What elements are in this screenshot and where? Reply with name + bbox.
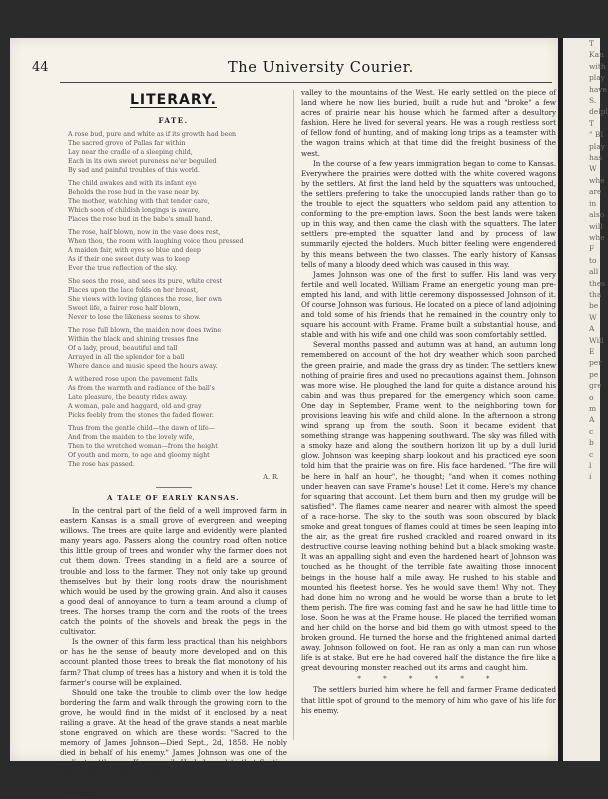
adjacent-page-fragment: has <box>589 153 603 163</box>
poem-title: FATE. <box>158 116 189 125</box>
article-left-body <box>60 506 287 799</box>
adjacent-page-fragment: o <box>589 392 594 402</box>
article-paragraph: Several months passed and autumn was at hand, an autumn long remembered on account of the hot dry weather which soon parched the green prairie, and made the grass dry as tinder. The settlers knew nothing of prairie fires and used no precautions against them. Johnson was more wise. He ploughed the land for quite a distance around his cabin and was thus prepared for the emergency which soon came. One day in September, Frame went to the neighboring town for provisions leaving his wife and child alone. In the afternoon a strong wind sprang up from the south. Soon it became evident that something strange was happening southward. The sky was filled with a smoky haze and along the southern horizon lit up by a dull lurid glow. Johnson was keeping sharp lookout and his practiced eye soon told him that the prairie was on fire. His face hardened. "The fire will be here in half an hour", he thought; "and when it comes nothing under heaven can save Frame's house! Let it come. Here's my chance for squaring that account. Let them burn and then my grudge will be satisfied". The flames came nearer and nearer with almost the speed of a race-horse. The sky to the south was soon obscured by black smoke and great tongues of flames could at times be seen leaping into the air, as the great fire rushed crackled and roared onward in its destructive course leaving nothing behind but a black smoking waste. It was an appalling sight and even the hardened heart of Johnson was touched as he thought of the terrible fate awaiting those innocent beings in the house half a mile away. He rushed to his stable and mounted his fleetest horse. Yes he would save them! Why not. They had done him no wrong and he would be worse than a brute to let them perish. The fire was coming fast and he saw he had little time to lose. Soon he was at the Frame house. He placed the terrified woman and her child on the horse and bid them go with utmost speed to the broken ground. He turned the horse and the frightened animal darted away. Johnson followed on foot. He ran as only a man can run whose life is at stake. But ere he had covered half the distance the fire like a great devouring monster reached out its arms and caught him. <box>301 340 556 673</box>
adjacent-page-fragment: with <box>589 61 606 71</box>
poem-line: Picks feebly from the stones the faded flower. <box>68 412 214 419</box>
adjacent-page-fragment: l <box>589 461 592 471</box>
adjacent-page-fragment: are <box>589 187 602 197</box>
adjacent-page-fragment: will <box>589 221 603 231</box>
adjacent-page-fragment: F <box>589 244 595 254</box>
poem-line: And from the maiden to the lovely wife, <box>68 434 195 441</box>
adjacent-page-fragment: T <box>589 39 595 48</box>
closing-paragraph: The settlers buried him where he fell and farmer Frame dedicated that little spot of ground to the memory of him who gave of his life for his enemy. <box>301 685 556 715</box>
poem-line: As if their one sweet duty was to keep <box>68 256 190 263</box>
poem-line: Where dance and music speed the hours away. <box>68 363 218 370</box>
poem-line: Of a lady, proud, beautiful and tall <box>68 345 178 352</box>
poem-line: As from the warmth and radiance of the ball's <box>68 385 215 392</box>
page-header <box>32 58 552 80</box>
poem-line: The rose, half blown, now in the vase does rest, <box>68 229 221 236</box>
adjacent-page-fragment: E <box>589 346 595 356</box>
poem-line: Beholds the rose bud in the vase near by. <box>68 189 200 196</box>
adjacent-page-fragment: i <box>589 472 592 482</box>
adjacent-page-fragment: delpl <box>589 107 608 117</box>
poem-line: Places the rose bud in the babe's small hand. <box>68 216 213 223</box>
poem-line: When thou, the room with laughing voice thou pressed <box>68 238 244 245</box>
section-heading: LITERARY. <box>129 92 217 108</box>
poem-body <box>60 130 287 469</box>
article-paragraph: In the central part of the field of a well improved farm in eastern Kansas is a small grove of evergreen and weeping willows. The trees are quite large and evidently were planted many years ago. Passers along the country road often notice this little group of trees and wonder why the farmer does not cut them down. Trees standing in a field are a source of trouble and loss to the farmer. They not only take up ground themselves but by their long roots draw the nourishment which would be used by the growing grain. And also it causes a good deal of annoyance to turn a team around a clump of trees. The horses tramp the corn and the roots of the trees catch the points of the shovels and break the pegs in the cultivator. <box>60 506 287 637</box>
poem-signature: A. R. <box>263 473 279 481</box>
poem-line: Arrayed in all the splendor for a ball <box>68 354 185 361</box>
adjacent-page-fragment: Kan <box>589 50 604 60</box>
poem-stanza <box>60 179 287 224</box>
poem-line: Thus from the gentle child—the dawn of life— <box>68 425 216 432</box>
adjacent-page-fragment: gre <box>589 381 602 391</box>
adjacent-page-edge <box>563 38 608 761</box>
left-column <box>60 90 287 799</box>
page-number: 44 <box>32 60 49 75</box>
article-title: A TALE OF EARLY KANSAS. <box>107 494 240 502</box>
poem-line: The sacred grove of Pallas far within <box>68 140 186 147</box>
adjacent-page-fragment: m <box>589 404 597 413</box>
journal-title: The University Courier. <box>228 60 414 76</box>
adjacent-page-fragment: A <box>589 324 595 334</box>
poem-line: The mother, watching with that tender care, <box>68 198 210 205</box>
poem-line: The rose has passed. <box>68 461 135 468</box>
poem-stanza <box>60 277 287 322</box>
right-column <box>301 88 556 716</box>
poem-stanza <box>60 424 287 469</box>
adjacent-page-fragment: be <box>589 301 599 311</box>
poem-line: Then to the wretched woman—from the height <box>68 443 218 450</box>
adjacent-page-fragment: S. <box>589 96 597 106</box>
poem-line: Ever the true reflection of the sky. <box>68 265 178 272</box>
article-paragraph: Should one take the trouble to climb over the low hedge bordering the farm and walk through the growing corn to the grove, he would find in the midst of it enclosed by a neat railing a grave. At the head of the grave stands a neat marble stone engraved on which are these words: "Sacred to the memory of James Johnson—Died Sept., 2d, 1858. He nobly died in behalf of his enemy." James Johnson was one of the earliest settlers on Kansas soil. He belonged to that floating class the "squatters" who were the advance guard by American civilization in its westward march across the great Mississippi <box>60 687 287 798</box>
adjacent-page-fragment: Will <box>589 335 604 345</box>
header-rule <box>60 82 552 83</box>
poem-line: A maiden fair, with eyes so blue and deep <box>68 247 201 254</box>
adjacent-page-fragment: W <box>589 164 597 174</box>
poem-stanza <box>60 326 287 371</box>
poem-line: By sad and painful troubles of this world. <box>68 167 200 174</box>
article-paragraph: In the course of a few years immigration began to come to Kansas. Everywhere the prairies were dotted with the white covered wagons by the settlers. At first the land held by the squatters was untouched, the settlers prefering to take the unoccupied lands rather than go to the trouble to eject the squatters who seldom paid any attention to conforming to the pre-emption laws. Soon the best lands were taken up in this way, and then came the clash with the squatters. The later settlers pre-empted the squatter land and by process of law summarily ejected the holders. Much bitter feeling were engendered by this means between the two classes. The early history of Kansas tells of many a bloody deed which was caused in this way. <box>301 158 556 269</box>
adjacent-page-fragment: have <box>589 84 607 94</box>
poem-line: Lay near the cradle of a sleeping child, <box>68 149 193 156</box>
poem-line: Sweet life, a fairer rose half blown, <box>68 305 181 312</box>
poem-line: She sees the rose, and sees its pure, white crest <box>68 278 223 285</box>
section-break-stars: * * * * * * <box>357 675 500 684</box>
adjacent-page-fragment: tha <box>589 289 602 299</box>
adjacent-page-fragment: " BI <box>589 130 604 140</box>
poem-stanza <box>60 375 287 420</box>
poem-line: A withered rose upon the pavement falls <box>68 376 198 383</box>
adjacent-page-fragment: thes <box>589 278 606 288</box>
column-divider <box>293 90 294 740</box>
poem-line: A woman, pale and haggard, old and gray <box>68 403 202 410</box>
adjacent-page-fragment: play <box>589 73 605 83</box>
poem-line: Places upon the lace folds on her breast, <box>68 287 199 294</box>
poem-line: The rose full blown, the maiden now does twine <box>68 327 222 334</box>
adjacent-page-fragment: whe <box>589 232 605 242</box>
adjacent-page-fragment: per <box>589 358 602 368</box>
poem-line: Of youth and morn, to age and gloomy night <box>68 452 210 459</box>
article-paragraph: valley to the mountains of the West. He early settled on the piece of land where he now lies buried, built a rude hut and "broke" a few acres of prairie near his house which he farmed after a desultory fashion. Here he lived for several years. He was a rough restless sort of fellow fond of hunting, and of making long trips as a teamster with the wagon trains which at that time did the freight business of the west. <box>301 88 556 158</box>
adjacent-page-fragment: T <box>589 118 595 128</box>
adjacent-page-fragment: pe <box>589 369 599 379</box>
adjacent-page-fragment: whe <box>589 175 605 185</box>
section-divider <box>156 487 192 488</box>
adjacent-page-fragment: all <box>589 267 599 277</box>
adjacent-page-fragment: b <box>589 438 594 448</box>
adjacent-page-fragment: W <box>589 312 597 322</box>
adjacent-page-fragment: c <box>589 426 594 436</box>
poem-line: Within the black and shining tresses fine <box>68 336 199 343</box>
adjacent-page-fragment: also <box>589 210 605 220</box>
poem-stanza <box>60 130 287 175</box>
adjacent-page-fragment: to <box>589 255 597 265</box>
poem-line: Never to lose the likeness seems to show. <box>68 314 201 321</box>
article-right-body <box>301 88 556 673</box>
poem-line: She views with loving glances the rose, her own <box>68 296 222 303</box>
article-paragraph: Is the owner of this farm less practical than his neighbors or has he the sense of beauty more developed and on this account planted those trees to break the flat monotony of his farm? That clump of trees has a history and when it is told the farmer's course will be explained. <box>60 637 287 687</box>
poem-line: Late pleasure, the beauty rides away. <box>68 394 188 401</box>
poem-line: Which soon of childish longings is aware, <box>68 207 201 214</box>
article-paragraph: James Johnson was one of the first to suffer. His land was very fertile and well located. William Frame an energetic young man pre-empted his land, and with little ceremony dispossessed Johnson of it. Of course Johnson was furious. He located on a piece of land adjoining and told some of his friends that he remained in the country only to square his account with Frame. Frame built a substantial house, and stable and with his wife and one child was soon comfortably settled. <box>301 269 556 340</box>
adjacent-page-fragment: play <box>589 141 605 151</box>
poem-line: Each in its own sweet pureness ne'er beguiled <box>68 158 217 165</box>
adjacent-page-fragment: in <box>589 198 597 208</box>
poem-line: A rose bud, pure and white as if its growth had been <box>68 131 237 138</box>
poem-stanza <box>60 228 287 273</box>
poem-line: The child awakes and with its infant eye <box>68 180 197 187</box>
adjacent-page-fragment: A <box>589 415 595 425</box>
adjacent-page-fragment: c <box>589 449 594 459</box>
